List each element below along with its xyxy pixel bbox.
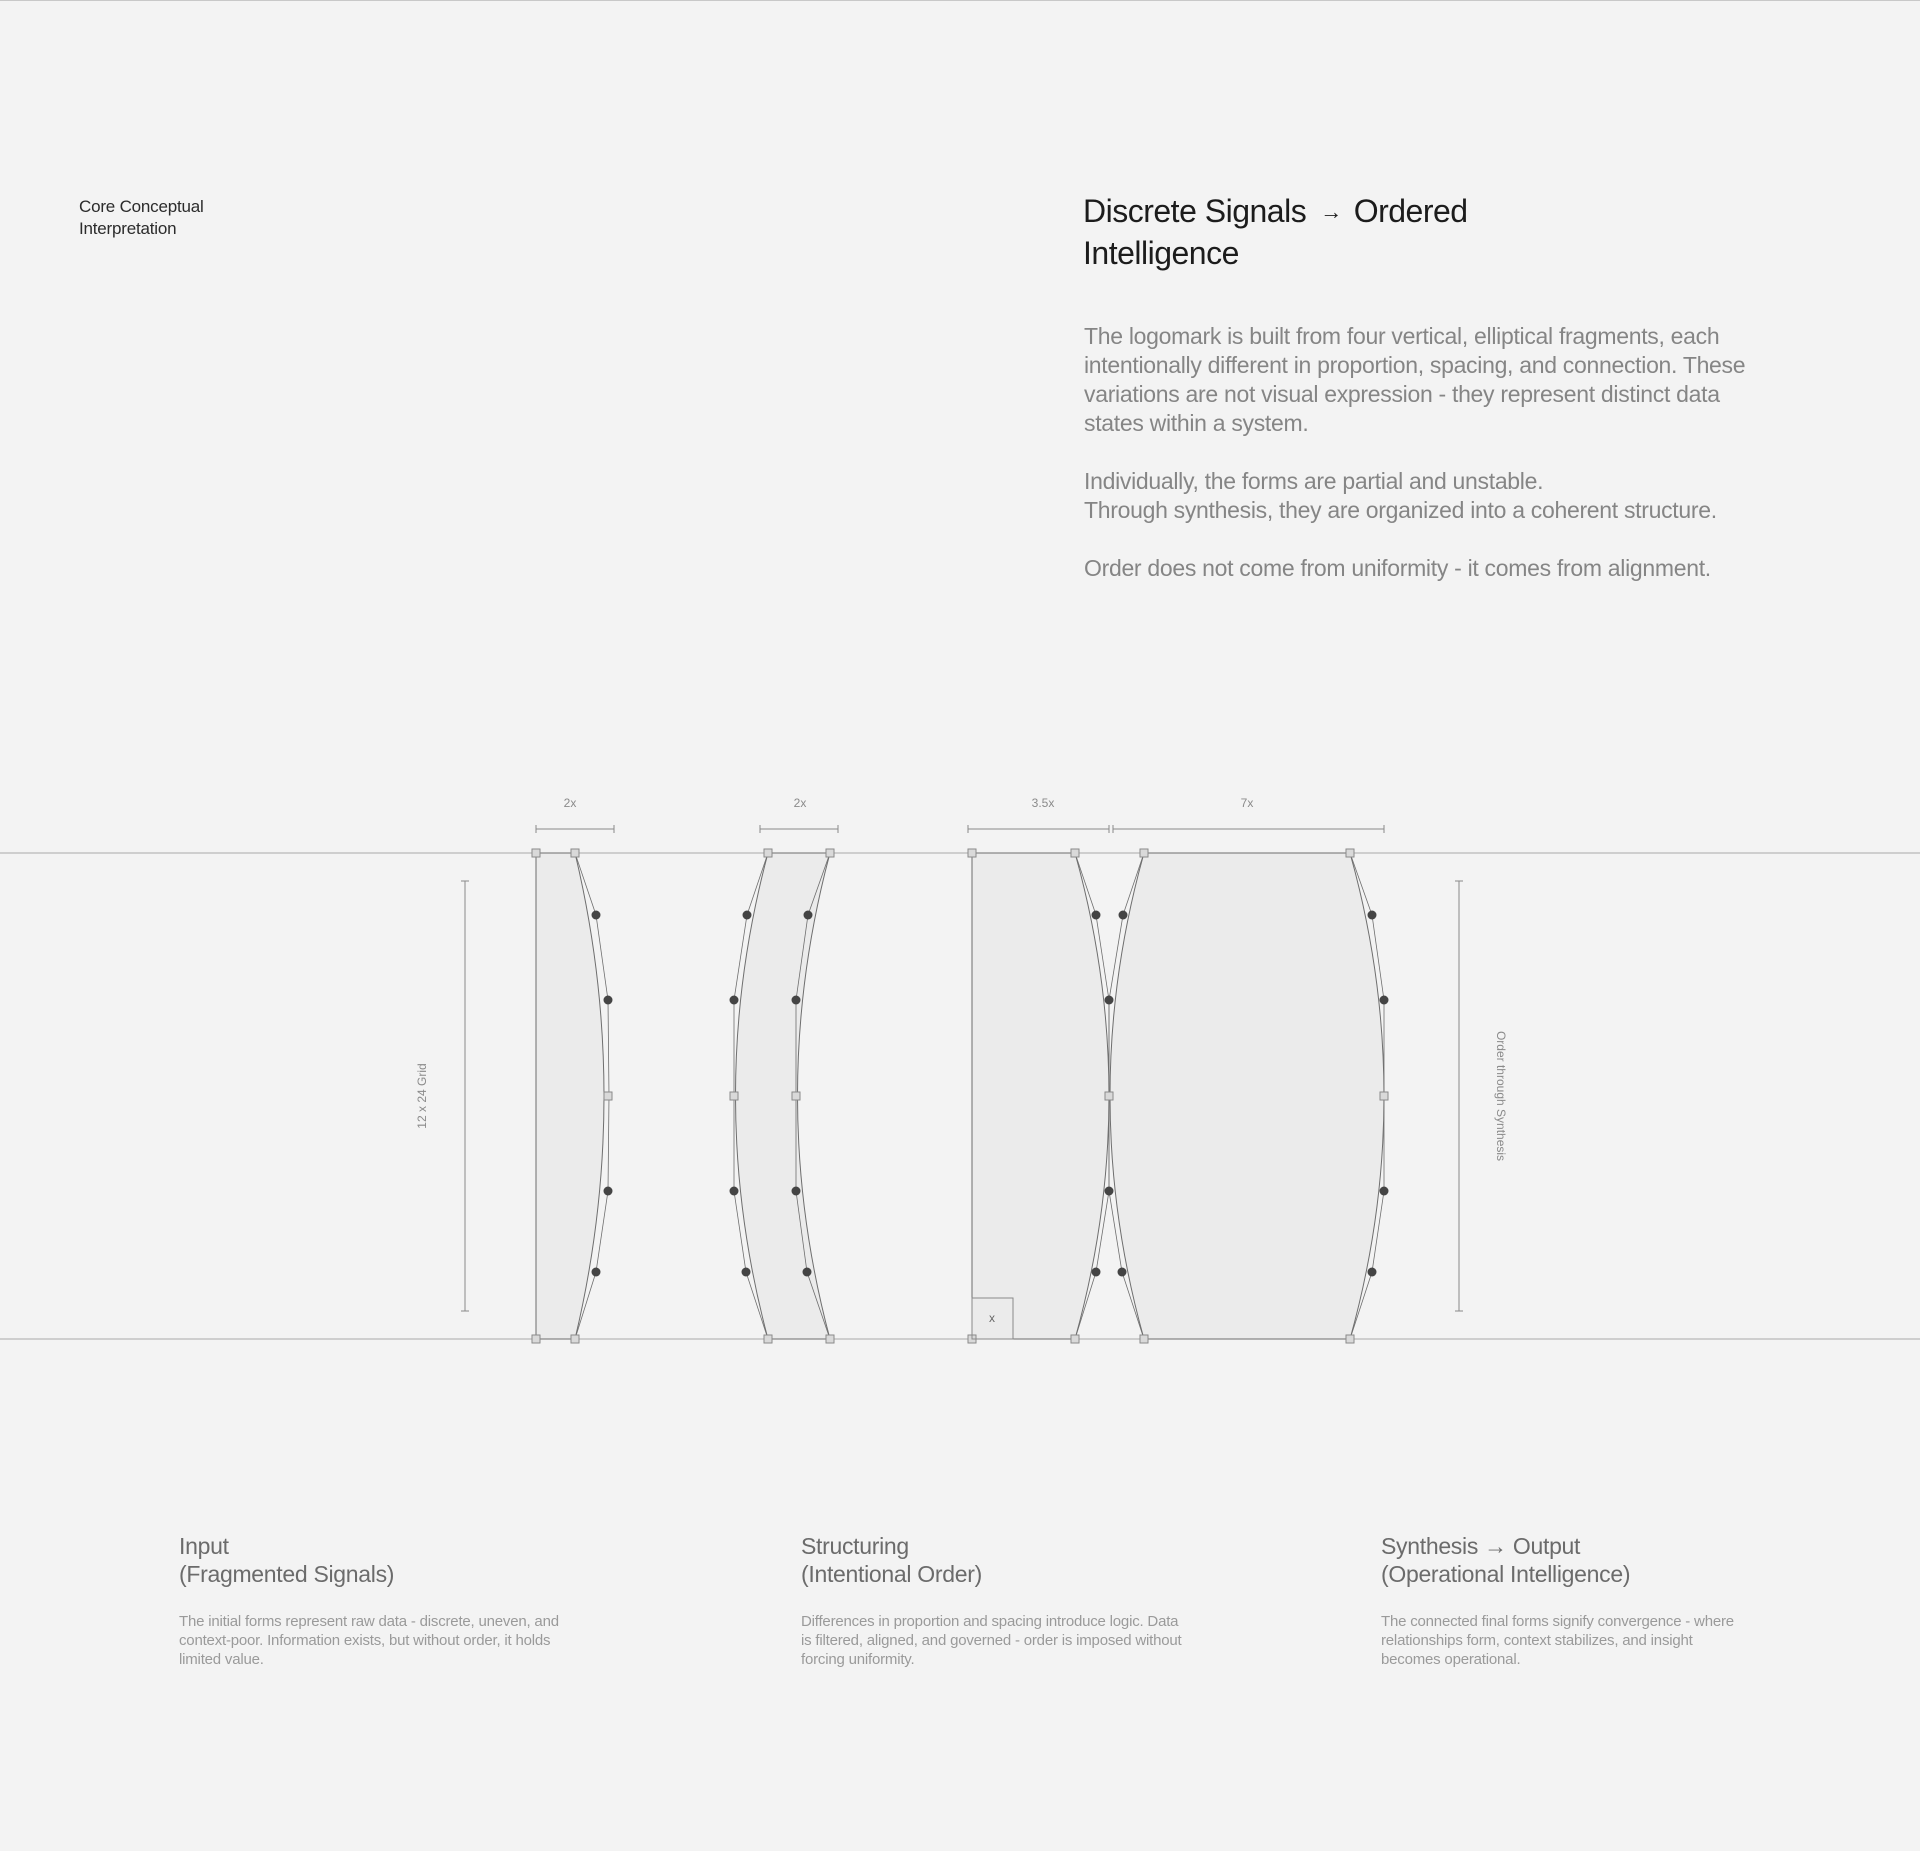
control-point [742, 1268, 751, 1277]
anchor-point [826, 1335, 834, 1343]
control-point [1380, 1187, 1389, 1196]
column-description-line: The connected final forms signify convergence - where [1381, 1613, 1734, 1630]
column-description-line: becomes operational. [1381, 1651, 1521, 1668]
fragment-2 [736, 853, 831, 1339]
unit-label: x [989, 1311, 995, 1325]
control-point [1118, 1268, 1127, 1277]
description-paragraph-2 [1084, 467, 1784, 525]
fragment-shapes [536, 853, 1384, 1339]
control-point [1380, 996, 1389, 1005]
control-point [792, 1187, 801, 1196]
control-point [592, 911, 601, 920]
control-point [792, 996, 801, 1005]
column-structuring [801, 1532, 1221, 1669]
control-point [1368, 1268, 1377, 1277]
control-point [743, 911, 752, 920]
control-point [1119, 911, 1128, 920]
description-line: states within a system. [1084, 410, 1309, 436]
column-description-line: is filtered, aligned, and governed - order is imposed without [801, 1632, 1182, 1649]
heading-line2: Intelligence [1083, 235, 1239, 271]
anchor-point [1140, 849, 1148, 857]
dimension-label: 7x [1240, 796, 1254, 810]
column-description-line: forcing uniformity. [801, 1651, 915, 1668]
heading-part2: Ordered [1353, 193, 1468, 229]
anchor-point [764, 849, 772, 857]
description-line: Individually, the forms are partial and unstable. [1084, 468, 1544, 494]
anchor-point [532, 1335, 540, 1343]
column-title-line: (Intentional Order) [801, 1561, 982, 1587]
grid-label: 12 x 24 Grid [415, 1063, 429, 1129]
anchor-point [1071, 849, 1079, 857]
section-label [79, 196, 319, 240]
column-description [1381, 1612, 1801, 1669]
column-description-line: relationships form, context stabilizes, and insight [1381, 1632, 1693, 1649]
column-input [179, 1532, 599, 1669]
anchor-point [604, 1092, 612, 1100]
column-synthesis [1381, 1532, 1801, 1669]
control-point [1092, 911, 1101, 920]
control-point [1105, 996, 1114, 1005]
anchor-point [1140, 1335, 1148, 1343]
description-paragraph-1 [1084, 322, 1784, 438]
column-title-line: Input [179, 1533, 229, 1559]
description [1084, 322, 1784, 612]
fragment-4 [1110, 853, 1384, 1339]
anchor-point [1380, 1092, 1388, 1100]
anchor-point [571, 1335, 579, 1343]
top-divider [0, 0, 1920, 1]
anchor-point [1105, 1092, 1113, 1100]
heading-part1: Discrete Signals [1083, 193, 1307, 229]
anchor-point [1071, 1335, 1079, 1343]
dimension-label: 3.5x [1031, 796, 1055, 810]
arrow-right-icon: → [1320, 199, 1342, 224]
control-point [604, 1187, 613, 1196]
control-point [1105, 1187, 1114, 1196]
page-heading [1083, 192, 1643, 272]
anchor-point [532, 849, 540, 857]
control-point [592, 1268, 601, 1277]
control-point [604, 996, 613, 1005]
logomark-construction-diagram [0, 780, 1920, 1360]
description-paragraph-3 [1084, 554, 1784, 583]
anchor-point [968, 849, 976, 857]
column-description [179, 1612, 599, 1669]
anchor-point [792, 1092, 800, 1100]
column-title-line: Synthesis → Output [1381, 1533, 1581, 1559]
control-point [1368, 911, 1377, 920]
control-point [803, 1268, 812, 1277]
column-title [801, 1532, 1221, 1588]
fragment-3 [972, 853, 1109, 1339]
control-point [1092, 1268, 1101, 1277]
anchor-point [826, 849, 834, 857]
column-description [801, 1612, 1221, 1669]
column-description-line: limited value. [179, 1651, 264, 1668]
anchor-point [571, 849, 579, 857]
control-point [730, 1187, 739, 1196]
fragment-1 [536, 853, 604, 1339]
synthesis-label: Order through Synthesis [1494, 1030, 1508, 1162]
column-description-line: context-poor. Information exists, but without order, it holds [179, 1632, 551, 1649]
description-line: Order does not come from uniformity - it comes from alignment. [1084, 555, 1711, 581]
description-line: The logomark is built from four vertical, elliptical fragments, each [1084, 323, 1720, 349]
dimension-label: 2x [563, 796, 577, 810]
column-description-line: Differences in proportion and spacing introduce logic. Data [801, 1613, 1179, 1630]
description-line: variations are not visual expression - they represent distinct data [1084, 381, 1720, 407]
control-point [804, 911, 813, 920]
column-title [179, 1532, 599, 1588]
section-label-line2: Interpretation [79, 219, 177, 238]
section-label-line1: Core Conceptual [79, 197, 204, 216]
column-title-line: (Fragmented Signals) [179, 1561, 395, 1587]
description-line: intentionally different in proportion, spacing, and connection. These [1084, 352, 1746, 378]
dimension-label: 2x [793, 796, 807, 810]
column-title-line: Structuring [801, 1533, 909, 1559]
anchor-point [1346, 1335, 1354, 1343]
dimension-labels [564, 796, 1254, 810]
column-title [1381, 1532, 1801, 1588]
column-description-line: The initial forms represent raw data - discrete, uneven, and [179, 1613, 559, 1630]
control-point [730, 996, 739, 1005]
anchor-point [1346, 849, 1354, 857]
column-title-line: (Operational Intelligence) [1381, 1561, 1631, 1587]
anchor-point [764, 1335, 772, 1343]
anchor-point [730, 1092, 738, 1100]
description-line: Through synthesis, they are organized into a coherent structure. [1084, 497, 1717, 523]
